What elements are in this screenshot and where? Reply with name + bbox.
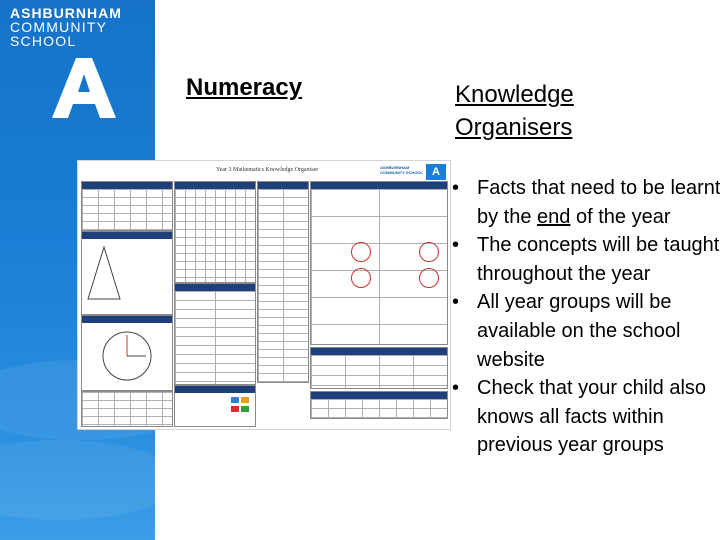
school-name-line2: COMMUNITY	[10, 19, 108, 35]
school-logo-a-icon	[52, 58, 116, 118]
thumbnail-header: Year 3 Mathematics Knowledge Organiser	[216, 167, 319, 173]
bullet-list	[452, 174, 720, 460]
school-name	[10, 6, 122, 48]
thumbnail-section	[174, 181, 256, 283]
bullet-dot: •	[452, 377, 460, 400]
bullet-item: • Facts that need to be learnt by the end of the year	[452, 174, 720, 231]
knowledge-organiser-thumbnail	[77, 160, 451, 430]
thumbnail-logo-icon: A	[426, 164, 446, 180]
title-line2: Organisers	[455, 114, 573, 141]
bullet-item: • Check that your child also knows all facts within previous year groups	[452, 374, 720, 460]
thumbnail-section	[310, 181, 448, 345]
thumbnail-logo-text: ASHBURNHAM COMMUNITY SCHOOL	[380, 165, 423, 175]
school-name-line1: ASHBURNHAM	[10, 5, 122, 21]
bullet-dot: •	[452, 177, 460, 199]
shapes-icon	[175, 393, 255, 425]
bullet-dot: •	[452, 291, 460, 314]
thumbnail-section	[310, 391, 448, 419]
school-name-line3: SCHOOL	[10, 33, 77, 49]
thumbnail-section	[81, 391, 173, 427]
thumbnail-section	[81, 181, 173, 231]
bullet-item: • The concepts will be taught throughout the year	[452, 231, 720, 288]
thumbnail-section	[257, 181, 309, 383]
bullet-item: • All year groups will be available on the school website	[452, 288, 720, 374]
thumbnail-section	[81, 231, 173, 315]
thumbnail-section	[310, 347, 448, 389]
triangle-diagram-icon	[82, 239, 172, 314]
slide-title-numeracy: Numeracy	[186, 74, 303, 101]
clock-diagram-icon	[82, 323, 172, 389]
thumbnail-section	[174, 385, 256, 427]
slide-title-knowledge-organisers	[455, 78, 655, 144]
title-line1: Knowledge	[455, 81, 574, 108]
thumbnail-section	[81, 315, 173, 391]
bullet-dot: •	[452, 234, 460, 257]
background-sweep	[0, 440, 155, 520]
thumbnail-section	[174, 283, 256, 385]
